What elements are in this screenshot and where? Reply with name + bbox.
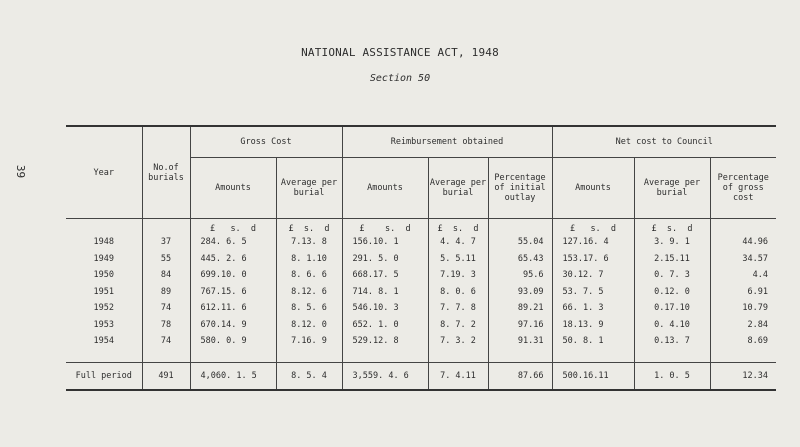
- header-nc-percentage: Percentage of gross cost: [710, 158, 776, 219]
- cell-nc-avg: 0.13. 7: [634, 333, 710, 350]
- table-row: [66, 333, 776, 350]
- cell-burials: 491: [142, 362, 190, 390]
- header-ro-average: Average per burial: [428, 158, 488, 219]
- header-reimbursement: Reimbursement obtained: [342, 127, 552, 158]
- units-nc-average: £ s. d: [634, 219, 710, 235]
- cell-nc-pct: 2.84: [710, 317, 776, 334]
- cell-ro-amt: 652. 1. 0: [342, 317, 428, 334]
- cell-nc-pct: 8.69: [710, 333, 776, 350]
- cell-ro-avg: 7. 7. 8: [428, 300, 488, 317]
- cell-ro-avg: 7. 3. 2: [428, 333, 488, 350]
- cell-burials: 37: [142, 234, 190, 251]
- page-number: 39: [14, 164, 28, 179]
- spacer-cell: [66, 350, 142, 363]
- cell-gc-avg: 8. 5. 4: [276, 362, 342, 390]
- cell-ro-pct: 55.04: [488, 234, 552, 251]
- cell-ro-pct: 97.16: [488, 317, 552, 334]
- cell-year: 1950: [93, 270, 114, 281]
- cell-nc-amt: 500.16.11: [552, 362, 634, 390]
- cell-ro-pct: 89.21: [488, 300, 552, 317]
- header-net-cost: Net cost to Council: [552, 127, 776, 158]
- cell-ro-avg: 4. 4. 7: [428, 234, 488, 251]
- header-nc-average: Average per burial: [634, 158, 710, 219]
- units-gc-amounts: £ s. d: [190, 219, 276, 235]
- cell-ro-amt: 668.17. 5: [342, 267, 428, 284]
- cell-ro-avg: 8. 7. 2: [428, 317, 488, 334]
- cell-ro-pct: 65.43: [488, 251, 552, 268]
- cell-ro-avg: 7. 4.11: [428, 362, 488, 390]
- cell-ro-avg: 7.19. 3: [428, 267, 488, 284]
- cell-nc-amt: 30.12. 7: [552, 267, 634, 284]
- spacer-cell: [276, 350, 342, 363]
- header-gc-amounts: Amounts: [190, 158, 276, 219]
- table-row: [66, 251, 776, 268]
- spacer-cell: [142, 350, 190, 363]
- cell-ro-pct: 93.09: [488, 284, 552, 301]
- units-ro-average: £ s. d: [428, 219, 488, 235]
- header-nc-amounts: Amounts: [552, 158, 634, 219]
- cell-year: 1953: [93, 319, 114, 330]
- spacer-cell: [488, 350, 552, 363]
- cell-ro-amt: 156.10. 1: [342, 234, 428, 251]
- page-subtitle: Section 50: [369, 73, 431, 84]
- cell-nc-avg: 3. 9. 1: [634, 234, 710, 251]
- spacer-cell: [428, 350, 488, 363]
- cell-gc-avg: 8.12. 0: [276, 317, 342, 334]
- header-ro-amounts: Amounts: [342, 158, 428, 219]
- units-cell: [488, 219, 552, 235]
- cell-ro-pct: 95.6: [488, 267, 552, 284]
- cell-year: Full period: [66, 362, 142, 390]
- table-row: [66, 234, 776, 251]
- cell-gc-amt: 767.15. 6: [190, 284, 276, 301]
- header-gc-average: Average per burial: [276, 158, 342, 219]
- cell-nc-pct: 12.34: [710, 362, 776, 390]
- cell-nc-avg: 1. 0. 5: [634, 362, 710, 390]
- cell-ro-amt: 291. 5. 0: [342, 251, 428, 268]
- cell-burials: 89: [142, 284, 190, 301]
- page-title: NATIONAL ASSISTANCE ACT, 1948: [301, 46, 499, 59]
- cell-gc-avg: 8. 6. 6: [276, 267, 342, 284]
- header-ro-percentage: Percentage of initial outlay: [488, 158, 552, 219]
- spacer-row: [66, 350, 776, 363]
- cell-gc-amt: 284. 6. 5: [190, 234, 276, 251]
- cell-nc-avg: 0.12. 0: [634, 284, 710, 301]
- cell-burials: 55: [142, 251, 190, 268]
- cell-burials: 84: [142, 267, 190, 284]
- cell-nc-amt: 18.13. 9: [552, 317, 634, 334]
- cell-burials: 74: [142, 333, 190, 350]
- cell-year: 1952: [93, 303, 114, 314]
- total-row: [66, 362, 776, 390]
- cell-nc-avg: 0.17.10: [634, 300, 710, 317]
- cell-ro-avg: 8. 0. 6: [428, 284, 488, 301]
- spacer-cell: [190, 350, 276, 363]
- cell-nc-pct: 44.96: [710, 234, 776, 251]
- cell-nc-avg: 2.15.11: [634, 251, 710, 268]
- cell-gc-amt: 4,060. 1. 5: [190, 362, 276, 390]
- cell-ro-amt: 546.10. 3: [342, 300, 428, 317]
- cell-gc-avg: 7.13. 8: [276, 234, 342, 251]
- cell-year: 1951: [93, 286, 114, 297]
- burials-cost-table: [66, 125, 776, 391]
- header-year: Year: [93, 167, 114, 178]
- units-ro-amounts: £ s. d: [342, 219, 428, 235]
- spacer-cell: [710, 350, 776, 363]
- cell-burials: 74: [142, 300, 190, 317]
- cell-year: 1949: [93, 253, 114, 264]
- cell-ro-amt: 714. 8. 1: [342, 284, 428, 301]
- cell-gc-avg: 7.16. 9: [276, 333, 342, 350]
- spacer-cell: [342, 350, 428, 363]
- cell-gc-avg: 8. 5. 6: [276, 300, 342, 317]
- spacer-cell: [552, 350, 634, 363]
- cell-ro-avg: 5. 5.11: [428, 251, 488, 268]
- cell-gc-avg: 8.12. 6: [276, 284, 342, 301]
- cell-nc-pct: 10.79: [710, 300, 776, 317]
- cell-ro-pct: 91.31: [488, 333, 552, 350]
- cell-nc-amt: 50. 8. 1: [552, 333, 634, 350]
- spacer-cell: [634, 350, 710, 363]
- cell-gc-amt: 445. 2. 6: [190, 251, 276, 268]
- cell-gc-avg: 8. 1.10: [276, 251, 342, 268]
- units-cell: [710, 219, 776, 235]
- units-cell: [66, 219, 142, 235]
- table-row: [66, 300, 776, 317]
- units-cell: [142, 219, 190, 235]
- header-gross-cost: Gross Cost: [190, 127, 342, 158]
- cell-nc-amt: 153.17. 6: [552, 251, 634, 268]
- table-row: [66, 267, 776, 284]
- cell-ro-amt: 3,559. 4. 6: [342, 362, 428, 390]
- cell-ro-pct: 87.66: [488, 362, 552, 390]
- cell-nc-amt: 127.16. 4: [552, 234, 634, 251]
- cell-nc-pct: 34.57: [710, 251, 776, 268]
- table-row: [66, 284, 776, 301]
- cell-gc-amt: 699.10. 0: [190, 267, 276, 284]
- units-nc-amounts: £ s. d: [552, 219, 634, 235]
- cell-gc-amt: 670.14. 9: [190, 317, 276, 334]
- cell-ro-amt: 529.12. 8: [342, 333, 428, 350]
- cell-year: 1954: [93, 336, 114, 347]
- cell-gc-amt: 612.11. 6: [190, 300, 276, 317]
- cell-nc-pct: 6.91: [710, 284, 776, 301]
- header-burials: No.of burials: [142, 127, 190, 219]
- cell-year: 1948: [93, 237, 114, 248]
- cell-nc-avg: 0. 4.10: [634, 317, 710, 334]
- table-row: [66, 317, 776, 334]
- cell-gc-amt: 580. 0. 9: [190, 333, 276, 350]
- units-gc-average: £ s. d: [276, 219, 342, 235]
- cell-burials: 78: [142, 317, 190, 334]
- cell-nc-pct: 4.4: [710, 267, 776, 284]
- cell-nc-avg: 0. 7. 3: [634, 267, 710, 284]
- cell-nc-amt: 66. 1. 3: [552, 300, 634, 317]
- cell-nc-amt: 53. 7. 5: [552, 284, 634, 301]
